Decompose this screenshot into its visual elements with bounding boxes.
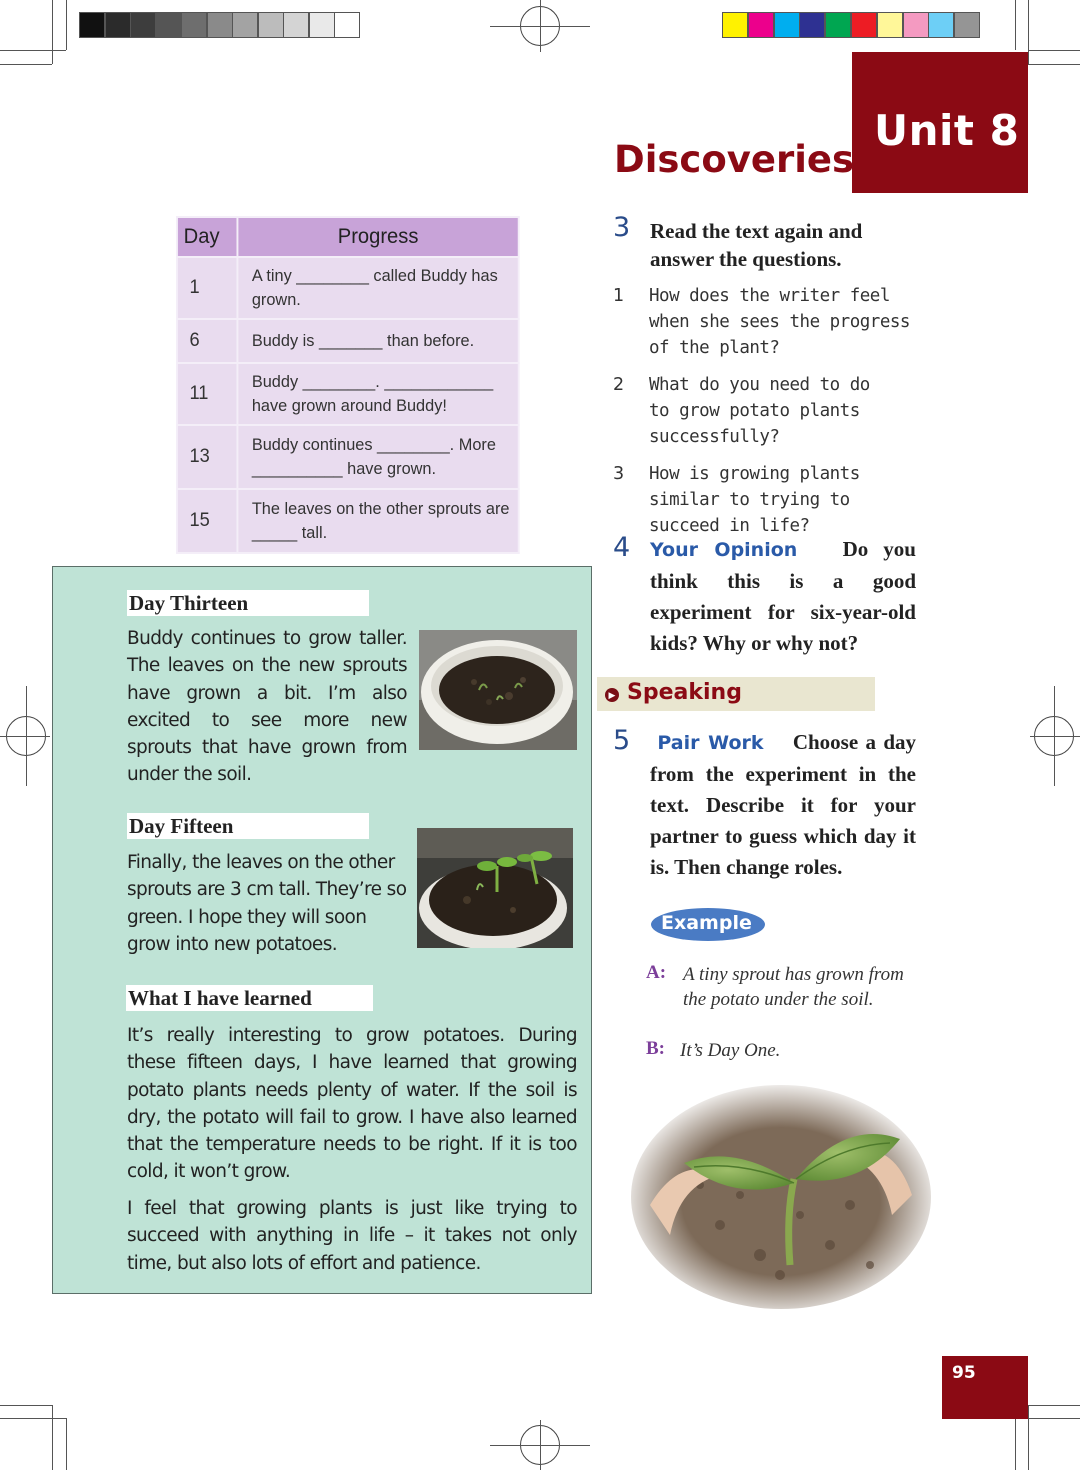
table-cell-progress: Buddy continues ________. More __________ have grown. bbox=[237, 425, 518, 489]
color-swatch bbox=[851, 12, 877, 38]
registration-line bbox=[1054, 686, 1055, 786]
table-row bbox=[177, 363, 519, 425]
color-swatch bbox=[774, 12, 800, 38]
question-text: How is growing plants similar to trying to succeed in life? bbox=[649, 464, 860, 536]
table-cell-progress: A tiny ________ called Buddy has grown. bbox=[237, 257, 518, 319]
table-row bbox=[177, 319, 519, 363]
registration-line bbox=[26, 686, 27, 786]
exercise-4-text: Do you think this is a good experiment for six-year-old kids? Why or why not? bbox=[650, 537, 916, 655]
question-number: 2 bbox=[613, 375, 625, 395]
gray-swatch bbox=[258, 12, 284, 38]
crop-mark bbox=[0, 1405, 52, 1406]
crop-mark bbox=[1028, 1405, 1029, 1470]
color-swatch bbox=[799, 12, 825, 38]
exercise-5-text: Choose a day from the experiment in the text. Describe it for your partner to guess which day it is. Then change roles. bbox=[650, 730, 917, 879]
gray-swatch bbox=[309, 12, 335, 38]
what-i-have-learned-heading: What I have learned bbox=[126, 985, 373, 1011]
reading-passage-box bbox=[52, 566, 592, 1294]
crop-mark bbox=[1028, 50, 1080, 51]
table-cell-day: 13 bbox=[177, 425, 237, 489]
pair-work-label: Pair Work bbox=[657, 732, 764, 754]
crop-mark bbox=[0, 50, 66, 51]
day-fifteen-text: Finally, the leaves on the other sprouts are 3 cm tall. They’re so green. I hope they will soon grow into new potatoes. bbox=[127, 852, 407, 955]
color-swatch bbox=[954, 12, 980, 38]
color-swatch bbox=[903, 12, 929, 38]
gray-swatch bbox=[79, 12, 105, 38]
registration-line bbox=[1030, 736, 1080, 737]
table-cell-progress: Buddy is _______ than before. bbox=[237, 319, 518, 363]
gray-swatch bbox=[156, 12, 182, 38]
learned-paragraph-1: It’s really interesting to grow potatoes. During these fifteen days, I have learned that growing potato plants needs plenty of water. If the soil is dry, the potato will fail to grow. I have also learned that the temperature needs to be right. If it is too cold, it won’t grow. bbox=[127, 1025, 577, 1183]
crop-mark bbox=[66, 1418, 67, 1470]
speaking-title: Speaking bbox=[627, 680, 742, 705]
speaker-b-label: B: bbox=[646, 1038, 665, 1059]
registration-line bbox=[0, 736, 50, 737]
day-thirteen-heading: Day Thirteen bbox=[127, 590, 369, 616]
crop-mark bbox=[0, 64, 52, 65]
pot-with-green-sprouts-photo bbox=[417, 828, 573, 948]
gray-swatch bbox=[232, 12, 258, 38]
pot-with-sprouts-photo bbox=[419, 630, 577, 750]
question-number: 1 bbox=[613, 286, 625, 306]
crop-mark bbox=[0, 1418, 66, 1419]
day-fifteen-heading: Day Fifteen bbox=[127, 813, 369, 839]
table-cell-day: 15 bbox=[177, 489, 237, 553]
progress-table bbox=[176, 216, 520, 554]
seedling-in-hands-photo bbox=[630, 1075, 932, 1309]
question-text: How does the writer feel when she sees the progress of the plant? bbox=[649, 286, 910, 358]
table-row bbox=[177, 425, 519, 489]
day-thirteen-text: Buddy continues to grow taller. The leaves on the new sprouts have grown a bit. I’m also excited to see more new sprouts that have grown from under the soil. bbox=[127, 628, 407, 786]
unit-label: Unit 8 bbox=[874, 106, 1020, 155]
gray-swatch bbox=[334, 12, 360, 38]
gray-swatch bbox=[130, 12, 156, 38]
page-number: 95 bbox=[952, 1363, 976, 1383]
exercise-4-number: 4 bbox=[613, 532, 631, 563]
speaker-a-label: A: bbox=[646, 962, 667, 983]
exercise-5-body bbox=[650, 727, 916, 883]
page-number-box bbox=[942, 1356, 1028, 1419]
table-header-day: Day bbox=[177, 217, 237, 257]
question-number: 3 bbox=[613, 464, 625, 484]
page-title: Discoveries bbox=[614, 138, 855, 181]
gray-swatch bbox=[181, 12, 207, 38]
table-cell-progress: The leaves on the other sprouts are _____ tall. bbox=[237, 489, 518, 553]
crop-mark bbox=[1028, 0, 1029, 64]
crop-mark bbox=[1015, 0, 1016, 50]
speaking-section-banner bbox=[597, 677, 875, 711]
table-row bbox=[177, 489, 519, 553]
question-text: What do you need to do to grow potato plants successfully? bbox=[649, 375, 870, 447]
table-cell-day: 11 bbox=[177, 363, 237, 425]
example-label: Example bbox=[661, 912, 752, 934]
table-header-progress: Progress bbox=[237, 217, 518, 257]
table-cell-day: 1 bbox=[177, 257, 237, 319]
crop-mark bbox=[52, 0, 53, 64]
gray-swatch bbox=[105, 12, 131, 38]
exercise-3-instruction: Read the text again and answer the questions. bbox=[650, 219, 863, 271]
gray-swatch bbox=[207, 12, 233, 38]
speaker-a-text: A tiny sprout has grown from the potato under the soil. bbox=[683, 964, 904, 1010]
crop-mark bbox=[66, 0, 67, 50]
color-swatch bbox=[722, 12, 748, 38]
crop-mark bbox=[1028, 1405, 1080, 1406]
exercise-5-number: 5 bbox=[613, 725, 631, 756]
table-cell-progress: Buddy ________. ____________ have grown around Buddy! bbox=[237, 363, 518, 425]
play-bullet-icon: ▶ bbox=[605, 688, 619, 702]
registration-line bbox=[540, 0, 541, 52]
crop-mark bbox=[1015, 1418, 1016, 1470]
table-row bbox=[177, 257, 519, 319]
table-header-row bbox=[177, 217, 519, 257]
color-swatch bbox=[825, 12, 851, 38]
exercise-4-body bbox=[650, 534, 916, 659]
crop-mark bbox=[52, 1405, 53, 1470]
color-swatch bbox=[748, 12, 774, 38]
registration-line bbox=[540, 1420, 541, 1470]
table-cell-day: 6 bbox=[177, 319, 237, 363]
color-swatch bbox=[877, 12, 903, 38]
gray-swatch bbox=[283, 12, 309, 38]
color-swatch bbox=[928, 12, 954, 38]
unit-badge bbox=[852, 52, 1028, 193]
example-badge bbox=[651, 908, 765, 941]
your-opinion-label: Your Opinion bbox=[650, 539, 798, 561]
speaker-b-text: It’s Day One. bbox=[680, 1040, 781, 1061]
learned-paragraph-2: I feel that growing plants is just like trying to succeed with anything in life – it takes not only time, but also lots of effort and patience. bbox=[127, 1198, 577, 1274]
exercise-3-number: 3 bbox=[613, 212, 631, 243]
